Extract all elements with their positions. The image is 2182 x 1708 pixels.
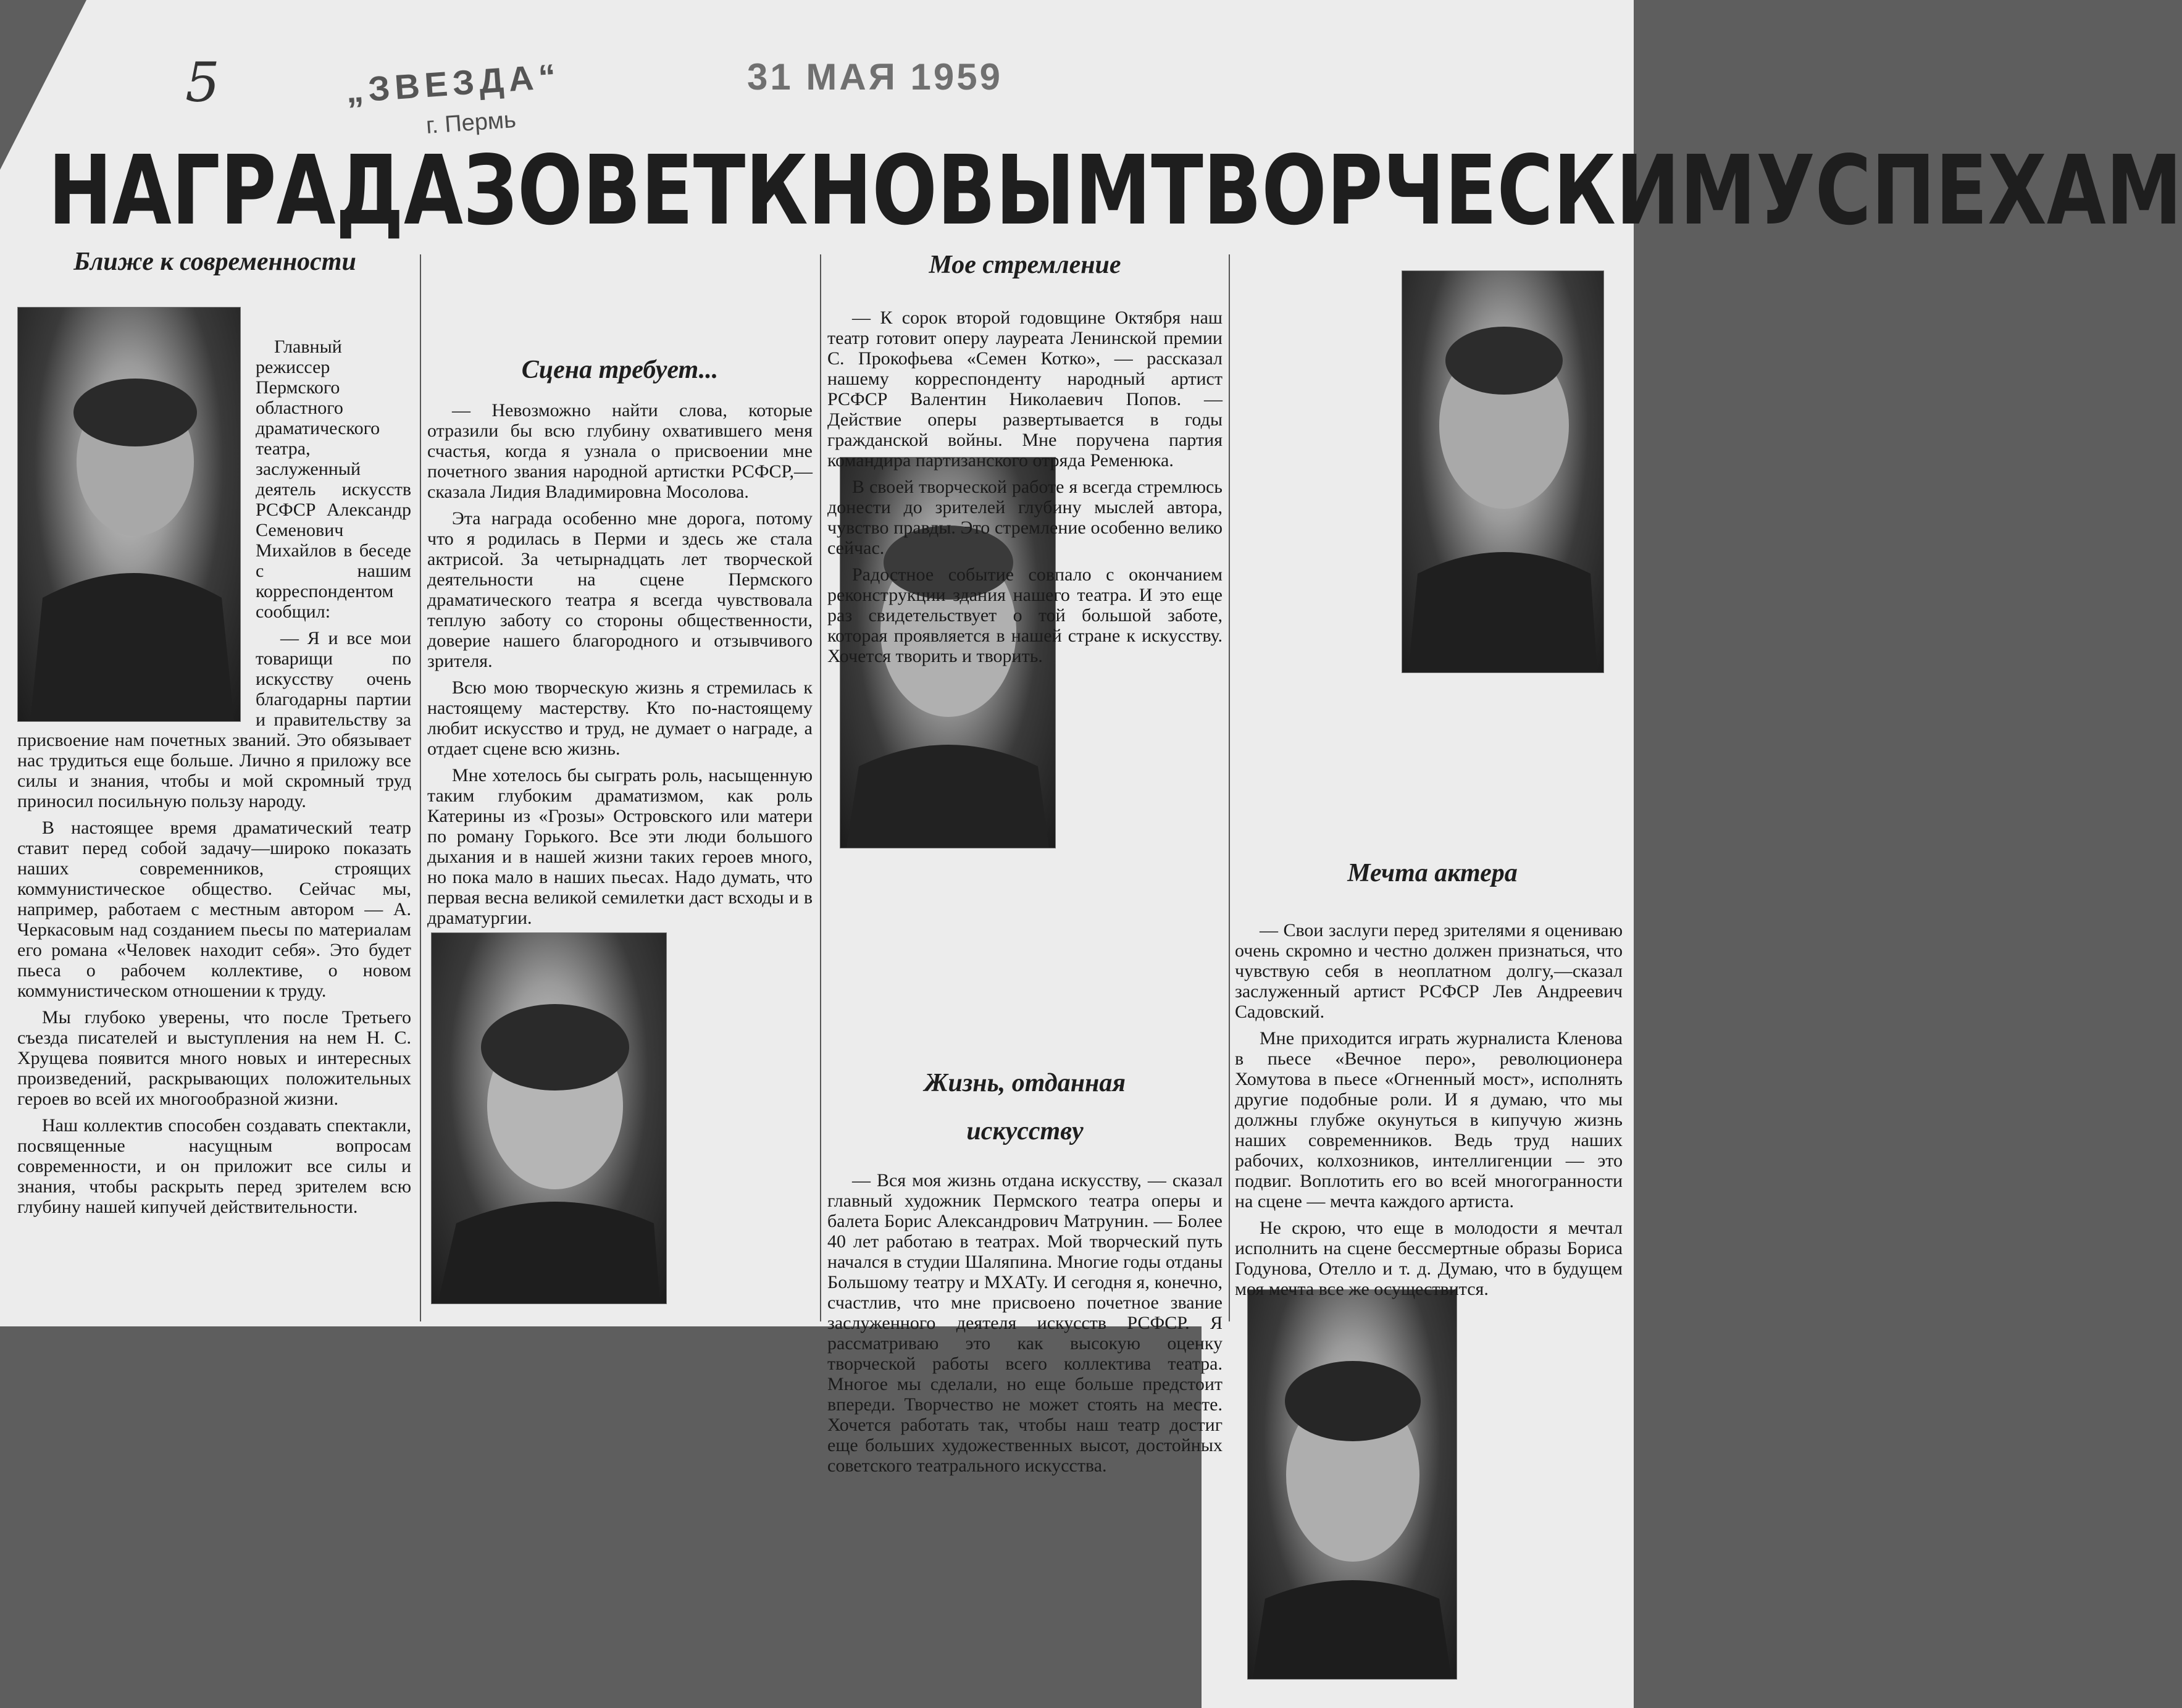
article-paragraph: Всю мою творческую жизнь я стремилась к настоящему мастерству. Кто по-настоящему любит искусство и труд, не думает о награде, а отдает сцене всю жизнь. xyxy=(427,677,813,759)
article-title: Мечта актера xyxy=(1347,859,1518,887)
handwritten-mark: 5 xyxy=(185,51,220,114)
portrait-silhouette-icon xyxy=(1402,271,1603,672)
article-paragraph: — К сорок второй годовщине Октября наш театр готовит оперу лауреата Ленинской премии С. Прокофьева «Семен Котко», — рассказал нашему корреспонденту народный артист РСФСР Валентин Николаевич Попов. — Действие оперы развертывается в годы гражданской войны. Мне поручена партия командира партизанского отряда Ременюка. xyxy=(827,308,1223,471)
article-text-column xyxy=(1235,920,1623,1305)
portrait-photo-matrunin xyxy=(1402,270,1604,673)
article-paragraph: В настоящее время драматический театр ставит перед собой задачу—широко показать наших современников, строящих коммунистическое общество. Сейчас мы, например, работаем с местным автором — А. Черкасовым над созданием пьесы по материалам его романа «Человек находит себя». Это будет пьеса о рабочем коллективе, о новом коммунистическом отношении к труду. xyxy=(17,818,411,1001)
article-paragraph: В своей творческой работе я всегда стремлюсь донести до зрителей глубину мыслей автора, чувство правды. Это стремление особенно велико сейчас. xyxy=(827,477,1223,558)
article-title: Мое стремление xyxy=(929,251,1121,279)
article-paragraph: — Невозможно найти слова, которые отразили бы всю глубину охватившего меня счастья, когда я узнала о присвоении мне почетного звания народной артистки РСФСР,—сказала Лидия Владимировна Мосолова. xyxy=(427,400,813,502)
city: г. Пермь xyxy=(425,106,517,140)
article-paragraph: Наш коллектив способен создавать спектакли, посвященные насущным вопросам современности, и он приложит все силы и знания, чтобы раскрыть перед зрителем всю глубину нашей кипучей действительности. xyxy=(17,1115,411,1217)
article-text-column xyxy=(827,1170,1223,1482)
article-paragraph: Не скрою, что еще в молодости я мечтал исполнить на сцене бессмертные образы Бориса Годунова, Отелло и т. д. Думаю, что в будущем моя мечта все же осуществится. xyxy=(1235,1218,1623,1299)
article-text-column xyxy=(17,337,411,1223)
article-paragraph: Главный режиссер Пермского областного драматического театра, заслуженный деятель искусств РСФСР Александр Семенович Михайлов в беседе с нашим корреспондентом сообщил: xyxy=(256,337,411,622)
column-rule xyxy=(420,254,421,1321)
portrait-photo-sadovsky xyxy=(1247,1289,1457,1680)
portrait-silhouette-icon xyxy=(432,933,666,1304)
article-paragraph: — Я и все мои товарищи по искусству очень благодарны партии и правительству за присвоение нам почетных званий. Это обязывает нас трудиться еще больше. Лично я приложу все силы и знания, чтобы и мой скромный труд приносил посильную пользу народу. xyxy=(17,628,411,811)
article-text-column xyxy=(827,308,1223,672)
article-paragraph: Мы глубоко уверены, что после Третьего съезда писателей и выступления на нем Н. С. Хрущева появится много новых и интересных произведений, раскрывающих положительных героев во всей их многообразной жизни. xyxy=(17,1007,411,1109)
portrait-silhouette-icon xyxy=(1248,1290,1457,1679)
article-title: искусству xyxy=(966,1117,1084,1145)
article-text-column xyxy=(427,400,813,934)
headline-word: НАГРАДА xyxy=(48,135,464,247)
article-paragraph: — Вся моя жизнь отдана искусству, — сказал главный художник Пермского театра оперы и балета Борис Александрович Матрунин. — Более 40 лет работаю в театрах. Мой творческий путь начался в студии Шаляпина. Многие годы отданы Большому театру и МХАТу. И сегодня я, конечно, счастлив, что мне присвоено почетное звание заслуженного деятеля искусств РСФСР. Я рассматриваю это как высокую оценку творческой работы всего коллектива театра. Многое мы сделали, но еще больше предстоит впереди. Творчество не может стоять на месте. Хочется работать так, чтобы наш театр достиг еще больших художественных высот, достойных советского театрального искусства. xyxy=(827,1170,1223,1476)
article-title: Жизнь, отданная xyxy=(924,1069,1126,1097)
article-paragraph: Радостное событие совпало с окончанием реконструкции здания нашего театра. И это еще раз свидетельствует о той большой заботе, которая проявляется в нашей стране к искусству. Хочется творить и творить. xyxy=(827,564,1223,666)
article-title: Ближе к современности xyxy=(73,248,356,276)
article-title: Сцена требует... xyxy=(521,356,719,384)
date-stamp: 31 МАЯ 1959 xyxy=(747,56,1003,98)
headline xyxy=(48,135,2182,247)
portrait-photo-mosolova xyxy=(431,932,667,1304)
column-rule xyxy=(1229,254,1230,1321)
headline-word: УСПЕХАМ xyxy=(1756,135,2182,247)
headline-word: К xyxy=(745,135,808,247)
article-paragraph: Мне хотелось бы сыграть роль, насыщенную таким глубоким драматизмом, как роль Катерины из «Грозы» Островского или матери по роману Горького. Все эти люди большого дыхания и в нашей жизни таких героев много, но пока мало в наших пьесах. Надо думать, что первая весна великой семилетки даст всходы и в драматургии. xyxy=(427,765,813,928)
masthead: „ЗВЕЗДА“ xyxy=(345,56,562,111)
article-paragraph: Эта награда особенно мне дорога, потому что я родилась в Перми и здесь же стала актрисой. За четырнадцать лет творческой деятельности на сцене Пермского драматического театра я всегда чувствовала теплую заботу со стороны общественности, доверие нашего благородного и отзывчивого зрителя. xyxy=(427,508,813,671)
column-rule xyxy=(820,254,821,1321)
headline-word: ЗОВЕТ xyxy=(463,135,746,247)
headline-word: ТВОРЧЕСКИМ xyxy=(1151,135,1757,247)
article-paragraph: Мне приходится играть журналиста Кленова в пьесе «Вечное перо», революционера Хомутова в пьесе «Огненный мост», исполнять другие подобные роли. И я думаю, что мы должны глубже окунуться в кипучую жизнь наших современников. Ведь труд наших рабочих, колхозников, интеллигенции — это подвиг. Воплотить его во всей многогранности на сцене — мечта каждого артиста. xyxy=(1235,1028,1623,1212)
article-paragraph: — Свои заслуги перед зрителями я оцениваю очень скромно и честно должен признаться, что чувствую себя в неоплатном долгу,—сказал заслуженный артист РСФСР Лев Андреевич Садовский. xyxy=(1235,920,1623,1022)
headline-word: НОВЫМ xyxy=(808,135,1152,247)
